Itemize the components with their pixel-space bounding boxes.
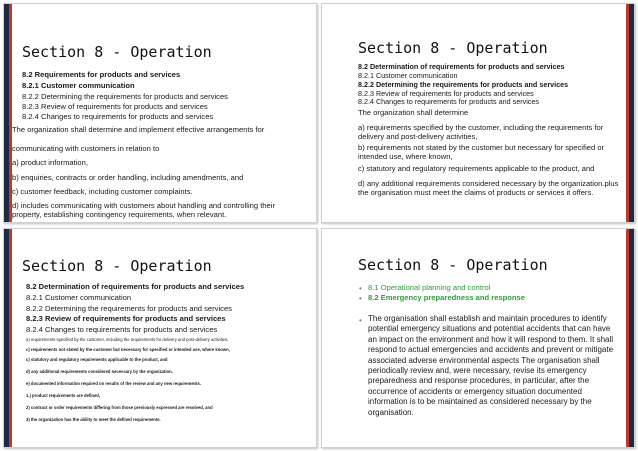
item: 8.2.3 Review of requirements for products and services bbox=[26, 314, 226, 323]
bullet-icon: • bbox=[359, 294, 362, 303]
item: 8.2.1 Customer communication bbox=[358, 71, 458, 80]
slide-4 bbox=[321, 228, 635, 448]
body-text: e) documented information required on results of the review and any new requirements. bbox=[26, 381, 201, 386]
slide-accent-bar bbox=[626, 4, 629, 222]
slide-3 bbox=[3, 228, 317, 448]
body-text: c) statutory and regulatory requirements applicable to the product, and bbox=[26, 357, 168, 362]
item: 8.2.4 Changes to requirements for products and services bbox=[26, 325, 218, 334]
body-text: a) product information, bbox=[12, 158, 88, 167]
slide-title: Section 8 - Operation bbox=[358, 256, 548, 274]
body-text: d) includes communicating with customers about handling and controlling their property, establishing contingency requirements, when relevant. bbox=[12, 201, 275, 219]
item-heading: 8.2 Determination of requirements for products and services bbox=[26, 282, 245, 291]
item: 8.2.2 Determining the requirements for products and services bbox=[22, 92, 228, 101]
item-heading: 8.2 Requirements for products and services bbox=[22, 70, 181, 79]
slide-title: Section 8 - Operation bbox=[22, 257, 212, 275]
slide-accent-bar bbox=[626, 229, 629, 447]
body-text: The organization shall determine bbox=[358, 108, 469, 117]
slide-1 bbox=[3, 3, 317, 223]
body-text: a) requirements specified by the customer, including the requirements for delivery and post-delivery activities, bbox=[358, 123, 604, 141]
item: 8.2.2 Determining the requirements for products and services bbox=[358, 80, 569, 89]
bullet-icon: • bbox=[359, 284, 362, 293]
item: 8.2.3 Review of requirements for products and services bbox=[22, 102, 208, 111]
body-text: 1.) product requirements are defined, bbox=[26, 393, 100, 398]
slide-accent-bar bbox=[9, 229, 12, 447]
item: 8.2.1 Customer communication bbox=[22, 81, 135, 90]
slide-title: Section 8 - Operation bbox=[22, 43, 212, 61]
body-text: d) any additional requirements considered necessary by the organization. bbox=[26, 369, 173, 374]
slide-accent-bar bbox=[629, 229, 634, 447]
slide-title: Section 8 - Operation bbox=[358, 39, 548, 57]
body-text: a) requirements specified by the customer, including the requirements for delivery and post-delivery activities, bbox=[26, 337, 229, 342]
body-text: b) enquiries, contracts or order handling, including amendments, and bbox=[12, 173, 244, 182]
item-heading: 8.2 Determination of requirements for products and services bbox=[358, 62, 565, 71]
body-text: c) statutory and regulatory requirements applicable to the product, and bbox=[358, 164, 595, 173]
item: 8.2.1 Customer communication bbox=[26, 293, 132, 302]
body-text: 3) the organization has the ability to meet the defined requirements. bbox=[26, 417, 161, 422]
body-text: 2) contract or order requirements differing from those previously expressed are resolved, and bbox=[26, 405, 213, 410]
body-text: d) any additional requirements considered necessary by the organization.plus the organisation must meet the claims of products or services it offers. bbox=[358, 179, 619, 197]
body-text: The organisation shall establish and maintain procedures to identify potential emergency situations and potential accidents that can have an impact on the environment and how it will respond to them. It shall respond to actual emergencies and accidents and prevent or mitigate associated adverse environmental aspects The organisation shall periodically review and, were necessary, revise its emergency preparedness and response procedures, in particular, after the occurrence of accidents or emergency situation documented information is to be maintained as considered necessary by the organisation. bbox=[368, 314, 614, 417]
body-text: The organization shall determine and implement effective arrangements for bbox=[12, 125, 265, 134]
item: 8.2.4 Changes to requirements for products and services bbox=[22, 112, 214, 121]
item: 8.2.3 Review of requirements for products and services bbox=[358, 89, 534, 98]
slide-2 bbox=[321, 3, 635, 223]
item: 8.1 Operational planning and control bbox=[368, 283, 491, 292]
bullet-icon: • bbox=[359, 316, 362, 325]
body-text: c) requirements not stated by the customer but necessary for specified or intended use, where known, bbox=[26, 347, 230, 352]
body-text: c) customer feedback, including customer complaints. bbox=[12, 187, 193, 196]
body-text: b) requirements not stated by the customer but necessary for specified or intended use, where known, bbox=[358, 143, 605, 161]
slide-accent-bar bbox=[629, 4, 634, 222]
body-text: communicating with customers in relation to bbox=[12, 144, 160, 153]
item: 8.2.4 Changes to requirements for products and services bbox=[358, 97, 539, 106]
item: 8.2 Emergency preparedness and response bbox=[368, 293, 526, 302]
item: 8.2.2 Determining the requirements for products and services bbox=[26, 304, 232, 313]
